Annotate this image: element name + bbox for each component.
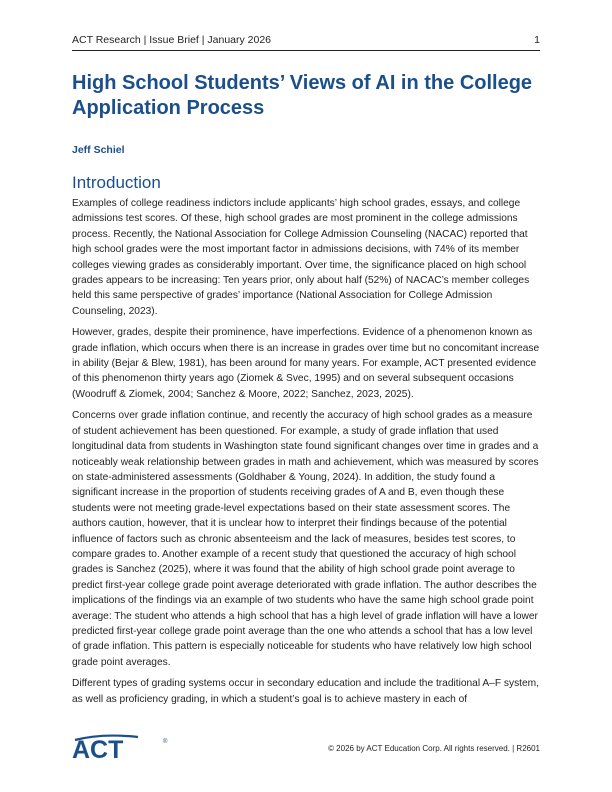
paragraph-4: Different types of grading systems occur in secondary education and include the traditional A–F system, as well as proficiency grading, in which a student’s goal is to achieve mastery in each of xyxy=(72,678,539,705)
paragraph-3: Concerns over grade inflation continue, and recently the accuracy of high school grades as a measure of student achievement has been questioned. For example, a study of grade inflation that used longitudinal data from students in Washington state found significant changes over time in grades and a noticeably weak relationship between grades in math and achievement, which was measured by scores on state-administered assessments (Goldhaber & Young, 2024). In addition, the study found a significant increase in the proportion of students receiving grades of A and B, even though these students were not meeting grade-level expectations based on their state assessment scores. The authors caution, however, that it is unclear how to interpret their findings because of the potential influence of factors such as chronic absenteeism and the lack of measures, besides test scores, to compare grades to. Another example of a recent study that questioned the accuracy of high school grades is Sanchez (2025), where it was found that the ability of high school grade point average to predict first-year college grade point average deteriorated with grade inflation. The author describes the implications of the findings via an example of two students who have the same high school grade point average: The student who attends a high school that has a high level of grade inflation will have a lower predicted first-year college grade point average than the one who attends a school that has a low level of grade inflation. This pattern is especially noticeable for students who have relatively low high school grade point averages. xyxy=(72,410,539,668)
section-heading-introduction: Introduction xyxy=(72,173,161,192)
paragraph-2: However, grades, despite their prominence, have imperfections. Evidence of a phenomenon known as grade inflation, which occurs when there is an increase in grades over time but no concomitant increase in ability (Bejar & Blew, 1981), has been around for many years. For example, ACT presented evidence of this phenomenon thirty years ago (Ziomek & Svec, 1995) and on several subsequent occasions (Woodruff & Ziomek, 2004; Sanchez & Moore, 2022; Sanchez, 2023, 2025). xyxy=(72,327,540,400)
act-logo xyxy=(72,733,172,759)
logo-wordmark: ACT xyxy=(72,736,124,759)
running-header xyxy=(72,34,540,50)
author-name: Jeff Schiel xyxy=(72,144,125,156)
running-title: ACT Research | Issue Brief | January 2026 xyxy=(72,34,272,46)
copyright-notice: © 2026 by ACT Education Corp. All rights reserved. | R2601 xyxy=(328,744,540,753)
document-title: High School Students’ Views of AI in the College Application Process xyxy=(72,72,533,119)
page-number: 1 xyxy=(534,34,540,46)
header-rule xyxy=(72,50,540,51)
paragraph-1: Examples of college readiness indictors include applicants’ high school grades, essays, and college admissions test scores. Of these, high school grades are most prominent in the college admissions process. Recently, the National Association for College Admission Counseling (NACAC) reported that high school grades were the most important factor in admissions decisions, with 74% of its member colleges viewing grades as considerably important. Over time, the significance placed on high school grades appears to be increasing: Ten years prior, only about half (52%) of NACAC’s member colleges held this same perspective of grades’ importance (National Association for College Admission Counseling, 2023). xyxy=(72,198,530,317)
section-body xyxy=(72,196,540,713)
logo-registered-mark: ® xyxy=(163,739,168,745)
